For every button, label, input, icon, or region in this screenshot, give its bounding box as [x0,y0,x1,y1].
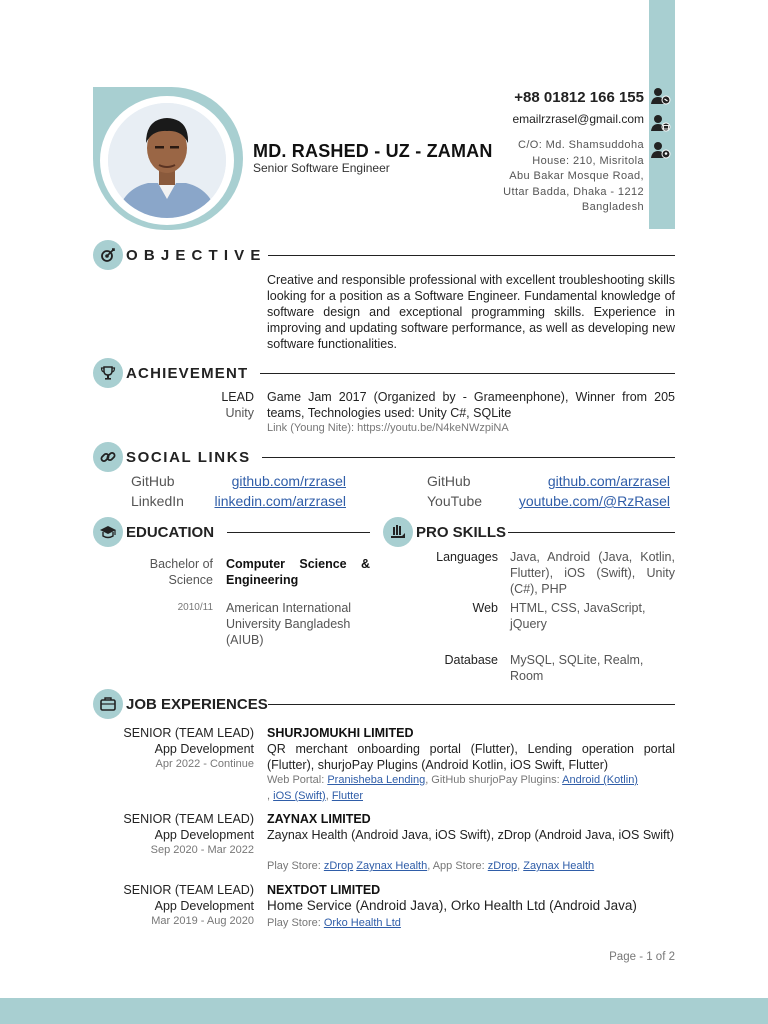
education-heading: EDUCATION [93,517,214,547]
job-0-links: Web Portal: Pranisheba Lending, GitHub shurjoPay Plugins: Android (Kotlin) , iOS (Swift), Flutter [267,774,638,802]
achievement-heading: ACHIEVEMENT [93,358,248,388]
job-0-company: SHURJOMUKHI LIMITED [267,726,414,740]
job-2-desc: Home Service (Android Java), Orko Health Ltd (Android Java) [267,898,637,913]
social-right-0-label: GitHub [427,473,471,489]
skill-web-line1: HTML, CSS, JavaScript, [510,601,646,615]
jobs-heading: JOB EXPERIENCES [93,689,268,719]
job-0-link-pranisheba[interactable]: Pranisheba Lending [327,774,426,786]
skill-database-label: Database [444,653,498,667]
job-2-company: NEXTDOT LIMITED [267,883,381,897]
education-degree-line1: Bachelor of [149,557,213,571]
job-1-link-zaynax-play[interactable]: Zaynax Health [356,860,428,872]
link-icon [93,442,123,472]
job-0-desc: QR merchant onboarding portal (Flutter), Lending operation portal (Flutter), shurjoPay Plugins (Android Kotlin, iOS Swift, Flutter) [267,742,675,772]
trophy-icon [93,358,123,388]
job-1-link-zdrop-appstore[interactable]: zDrop [487,860,518,872]
achievement-role: LEAD [221,390,254,404]
job-1-dept: App Development [154,828,254,842]
jobs-divider [268,704,675,705]
skill-database-line1: MySQL, SQLite, Realm, [510,653,644,667]
skill-web-line2: jQuery [510,617,547,631]
social-left-0-label: GitHub [131,473,175,489]
graduation-cap-icon [93,517,123,547]
job-1-link-zaynax-appstore[interactable]: Zaynax Health [523,860,595,872]
job-0-dept: App Development [154,742,254,756]
social-divider [262,457,675,458]
profile-photo [108,103,226,218]
job-0-link-flutter[interactable]: Flutter [331,790,363,802]
achievement-divider [260,373,675,374]
skill-database-line2: Room [510,669,544,683]
social-links-heading: SOCIAL LINKS [93,442,251,472]
candidate-name: MD. RASHED - UZ - ZAMAN [253,141,493,161]
email-address[interactable]: emailrzrasel@gmail.com [512,112,644,126]
job-0-level: SENIOR (TEAM LEAD) [123,726,254,740]
education-degree-line2: Science [168,573,213,587]
job-1-desc: Zaynax Health (Android Java, iOS Swift), zDrop (Android Java, iOS Swift) [267,828,675,842]
postal-address: C/O: Md. Shamsuddoha House: 210, Misritola Abu Bakar Mosque Road, Uttar Badda, Dhaka - 1212 Bangladesh [503,139,644,213]
job-0-link-android[interactable]: Android (Kotlin) [562,774,638,786]
education-school-line2: University Bangladesh [226,617,351,631]
candidate-title: Senior Software Engineer [253,161,390,175]
job-1-company: ZAYNAX LIMITED [267,812,371,826]
page-number: Page - 1 of 2 [609,951,675,963]
phone-contact-icon [651,86,671,106]
education-field-line2: Engineering [226,573,299,587]
job-1-link-zdrop-play[interactable]: zDrop [323,860,354,872]
skill-languages-line1: Java, Android (Java, Kotlin, [510,550,675,564]
skill-languages-line3: (C#), PHP [510,582,567,596]
skill-languages-line2: Flutter), iOS (Swift), Unity [510,566,675,580]
education-field-line1: Computer Science & [226,557,370,571]
achievement-text: Game Jam 2017 (Organized by - Grameenphone), Winner from 205 teams, Technologies used: Unity C#, SQLite [267,390,675,420]
job-2-period: Mar 2019 - Aug 2020 [151,915,254,927]
achievement-link[interactable]: Link (Young Nite): https://youtu.be/N4keNWzpiNA [267,422,509,434]
phone-number[interactable]: +88 01812 166 155 [514,89,644,106]
job-2-level: SENIOR (TEAM LEAD) [123,883,254,897]
social-left-1-label: LinkedIn [131,493,184,509]
skills-divider [508,532,675,533]
job-0-link-ios[interactable]: iOS (Swift) [273,790,326,802]
achievement-tech: Unity [225,406,254,420]
social-left-0-link[interactable]: github.com/rzrasel [231,473,346,489]
job-1-period: Sep 2020 - Mar 2022 [150,844,254,856]
objective-text: Creative and responsible professional with excellent troubleshooting skills looking for a position as a Software Engineer. Fundamental knowledge of software design and exceptional programming skills. Experience in improving and updating software performance, as well as developing new software functionalities. [267,273,675,351]
education-school-line1: American International [226,601,352,615]
job-2-link-orko[interactable]: Orko Health Ltd [323,917,401,929]
job-2-dept: App Development [154,899,254,913]
address-contact-icon [651,140,671,160]
objective-divider [268,255,675,256]
job-2-links: Play Store: Orko Health Ltd [267,917,401,929]
education-year: 2010/11 [177,602,213,613]
skills-heading: PRO SKILLS [383,517,506,547]
education-divider [227,532,370,533]
job-1-links: Play Store: zDrop Zaynax Health, App Store: zDrop, Zaynax Health [267,860,595,872]
job-0-period: Apr 2022 - Continue [155,758,254,770]
education-school-line3: (AIUB) [226,633,264,647]
footer-accent-bar [0,998,768,1024]
objective-heading: O B J E C T I V E [93,240,261,270]
social-right-1-label: YouTube [427,493,483,509]
skill-languages-label: Languages [436,550,498,564]
hand-skills-icon [383,517,413,547]
briefcase-icon [93,689,123,719]
social-left-1-link[interactable]: linkedin.com/arzrasel [214,493,346,509]
skill-web-label: Web [472,601,498,615]
target-icon [93,240,123,270]
social-right-1-link[interactable]: youtube.com/@RzRasel [518,493,670,509]
social-right-0-link[interactable]: github.com/arzrasel [547,473,670,489]
email-contact-icon [651,113,671,133]
job-1-level: SENIOR (TEAM LEAD) [123,812,254,826]
